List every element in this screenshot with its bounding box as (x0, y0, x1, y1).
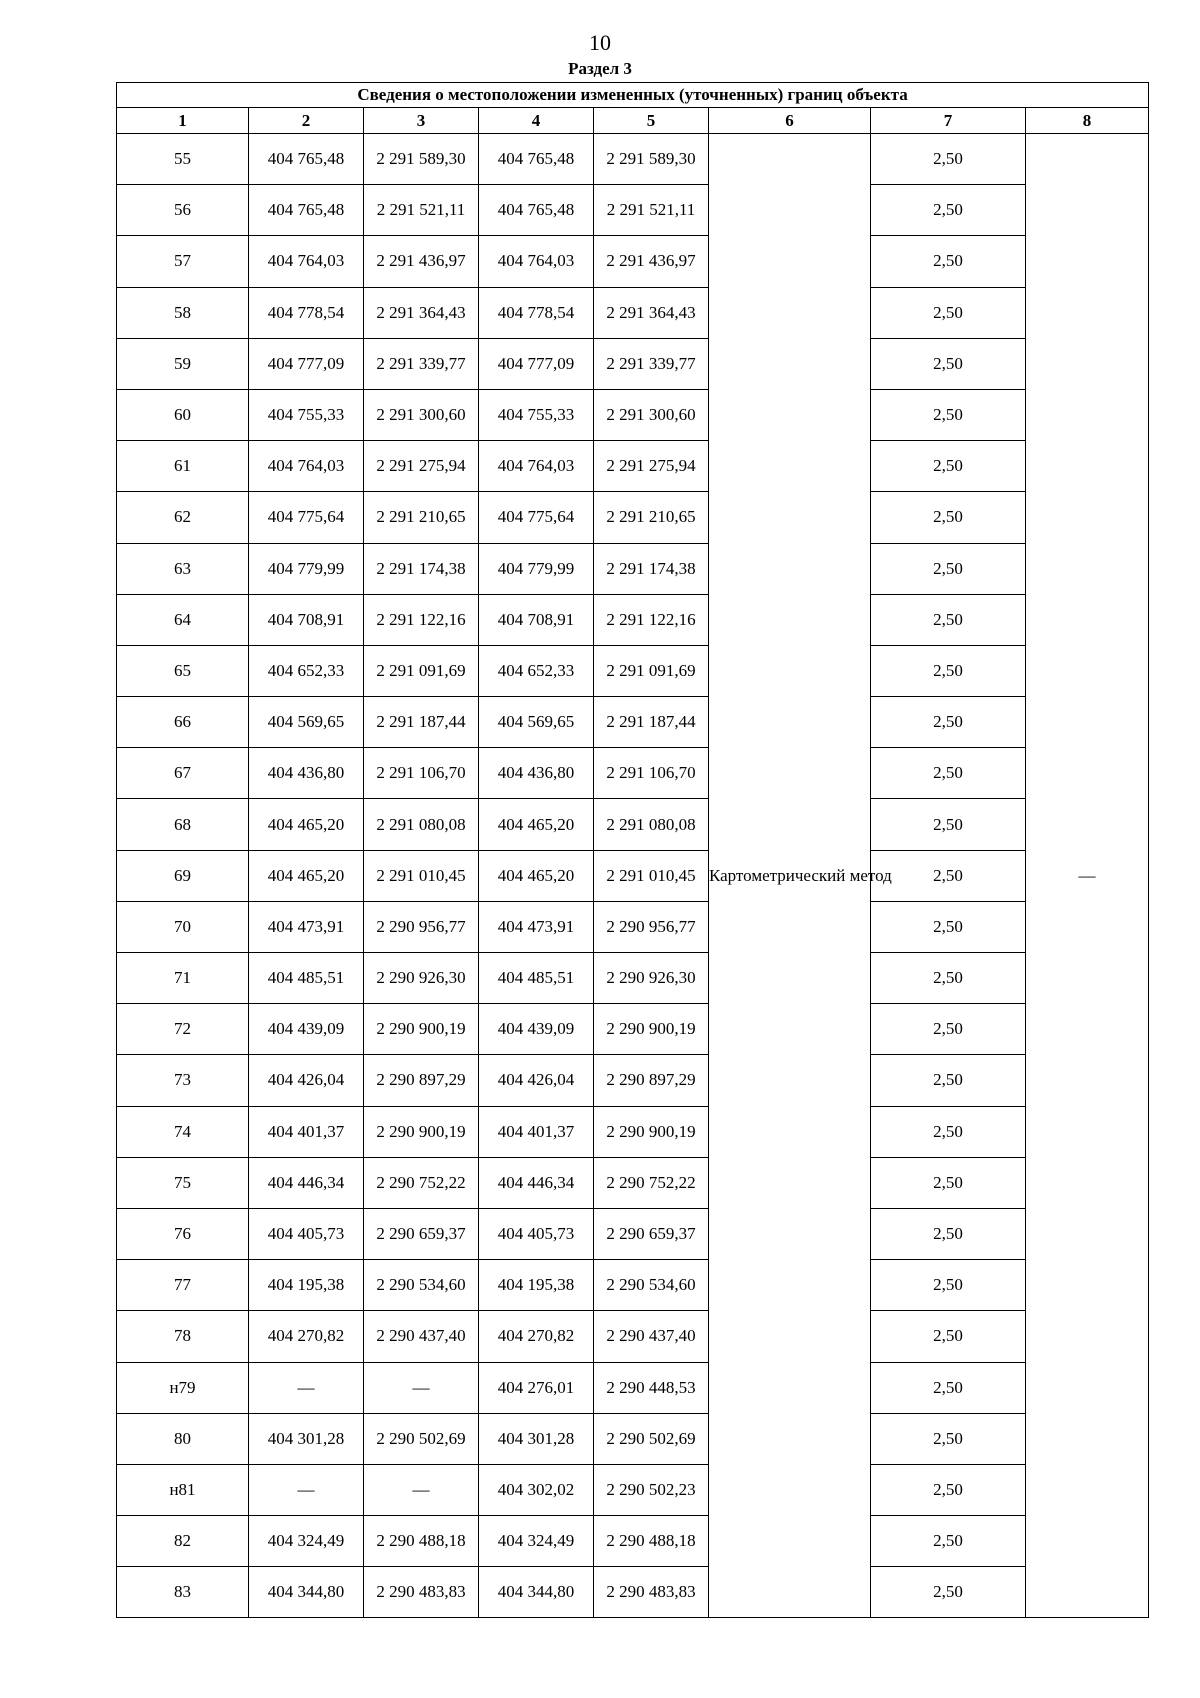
precision-cell: 2,50 (871, 1260, 1026, 1311)
precision-cell: 2,50 (871, 492, 1026, 543)
old-y-cell: 2 290 488,18 (364, 1516, 479, 1567)
point-number-cell: 65 (117, 645, 249, 696)
old-x-cell: 404 775,64 (249, 492, 364, 543)
old-y-cell: 2 291 436,97 (364, 236, 479, 287)
point-number-cell: 68 (117, 799, 249, 850)
table-row (117, 543, 1149, 594)
old-y-cell: 2 291 187,44 (364, 697, 479, 748)
old-y-cell: 2 291 010,45 (364, 850, 479, 901)
new-x-cell: 404 777,09 (479, 338, 594, 389)
column8-cell: — (1026, 134, 1149, 1618)
old-y-cell: 2 290 752,22 (364, 1157, 479, 1208)
precision-cell: 2,50 (871, 748, 1026, 799)
new-x-cell: 404 778,54 (479, 287, 594, 338)
new-y-cell: 2 291 436,97 (594, 236, 709, 287)
precision-cell: 2,50 (871, 389, 1026, 440)
old-x-cell: 404 436,80 (249, 748, 364, 799)
table-row (117, 953, 1149, 1004)
point-number-cell: 76 (117, 1208, 249, 1259)
point-number-cell: н81 (117, 1464, 249, 1515)
precision-cell: 2,50 (871, 1311, 1026, 1362)
new-x-cell: 404 775,64 (479, 492, 594, 543)
old-x-cell: — (249, 1464, 364, 1515)
table-body (117, 134, 1149, 1618)
new-x-cell: 404 485,51 (479, 953, 594, 1004)
method-cell: Картометрический метод (709, 134, 871, 1618)
section-title: Раздел 3 (568, 59, 632, 78)
table-row (117, 134, 1149, 185)
old-x-cell: 404 439,09 (249, 1004, 364, 1055)
old-y-cell: 2 290 956,77 (364, 901, 479, 952)
old-x-cell: 404 755,33 (249, 389, 364, 440)
point-number-cell: 64 (117, 594, 249, 645)
table-row (117, 850, 1149, 901)
new-y-cell: 2 290 488,18 (594, 1516, 709, 1567)
column-number: 8 (1026, 108, 1149, 134)
old-x-cell: 404 764,03 (249, 236, 364, 287)
point-number-cell: 62 (117, 492, 249, 543)
new-y-cell: 2 290 502,23 (594, 1464, 709, 1515)
precision-cell: 2,50 (871, 185, 1026, 236)
precision-cell: 2,50 (871, 901, 1026, 952)
new-y-cell: 2 291 106,70 (594, 748, 709, 799)
new-y-cell: 2 291 187,44 (594, 697, 709, 748)
point-number-cell: 55 (117, 134, 249, 185)
old-x-cell: 404 344,80 (249, 1567, 364, 1618)
new-x-cell: 404 301,28 (479, 1413, 594, 1464)
table-row (117, 645, 1149, 696)
new-x-cell: 404 344,80 (479, 1567, 594, 1618)
new-y-cell: 2 290 483,83 (594, 1567, 709, 1618)
new-x-cell: 404 324,49 (479, 1516, 594, 1567)
column-number: 3 (364, 108, 479, 134)
old-x-cell: 404 708,91 (249, 594, 364, 645)
new-x-cell: 404 436,80 (479, 748, 594, 799)
precision-cell: 2,50 (871, 134, 1026, 185)
old-y-cell: 2 291 300,60 (364, 389, 479, 440)
new-y-cell: 2 291 521,11 (594, 185, 709, 236)
table-row (117, 389, 1149, 440)
new-y-cell: 2 290 752,22 (594, 1157, 709, 1208)
old-x-cell: 404 779,99 (249, 543, 364, 594)
old-x-cell: 404 652,33 (249, 645, 364, 696)
precision-cell: 2,50 (871, 1208, 1026, 1259)
new-x-cell: 404 473,91 (479, 901, 594, 952)
point-number-cell: 83 (117, 1567, 249, 1618)
new-x-cell: 404 779,99 (479, 543, 594, 594)
point-number-cell: 58 (117, 287, 249, 338)
new-x-cell: 404 764,03 (479, 441, 594, 492)
old-y-cell: 2 290 534,60 (364, 1260, 479, 1311)
new-x-cell: 404 439,09 (479, 1004, 594, 1055)
precision-cell: 2,50 (871, 594, 1026, 645)
new-y-cell: 2 291 339,77 (594, 338, 709, 389)
table-row (117, 1567, 1149, 1618)
new-x-cell: 404 195,38 (479, 1260, 594, 1311)
new-x-cell: 404 765,48 (479, 185, 594, 236)
new-y-cell: 2 291 080,08 (594, 799, 709, 850)
point-number-cell: 77 (117, 1260, 249, 1311)
new-y-cell: 2 291 300,60 (594, 389, 709, 440)
new-y-cell: 2 290 897,29 (594, 1055, 709, 1106)
table-row (117, 901, 1149, 952)
precision-cell: 2,50 (871, 287, 1026, 338)
old-y-cell: 2 291 521,11 (364, 185, 479, 236)
new-y-cell: 2 290 926,30 (594, 953, 709, 1004)
precision-cell: 2,50 (871, 850, 1026, 901)
new-y-cell: 2 291 174,38 (594, 543, 709, 594)
table-row (117, 1106, 1149, 1157)
new-y-cell: 2 291 122,16 (594, 594, 709, 645)
new-y-cell: 2 290 502,69 (594, 1413, 709, 1464)
old-y-cell: 2 290 926,30 (364, 953, 479, 1004)
table-row (117, 1464, 1149, 1515)
new-y-cell: 2 290 900,19 (594, 1004, 709, 1055)
old-y-cell: 2 291 275,94 (364, 441, 479, 492)
precision-cell: 2,50 (871, 799, 1026, 850)
old-x-cell: 404 195,38 (249, 1260, 364, 1311)
old-y-cell: — (364, 1362, 479, 1413)
table-row (117, 594, 1149, 645)
new-y-cell: 2 291 210,65 (594, 492, 709, 543)
column-number: 7 (871, 108, 1026, 134)
point-number-cell: 80 (117, 1413, 249, 1464)
old-x-cell: 404 324,49 (249, 1516, 364, 1567)
point-number-cell: 72 (117, 1004, 249, 1055)
new-y-cell: 2 291 275,94 (594, 441, 709, 492)
old-y-cell: 2 291 589,30 (364, 134, 479, 185)
table-row (117, 1413, 1149, 1464)
point-number-cell: 67 (117, 748, 249, 799)
precision-cell: 2,50 (871, 543, 1026, 594)
old-x-cell: — (249, 1362, 364, 1413)
table-row (117, 1311, 1149, 1362)
new-x-cell: 404 652,33 (479, 645, 594, 696)
old-x-cell: 404 301,28 (249, 1413, 364, 1464)
point-number-cell: 63 (117, 543, 249, 594)
old-x-cell: 404 426,04 (249, 1055, 364, 1106)
column-number: 1 (117, 108, 249, 134)
boundary-coordinates-table (116, 82, 1149, 1618)
table-row (117, 236, 1149, 287)
table-row (117, 185, 1149, 236)
table-row (117, 1362, 1149, 1413)
point-number-cell: н79 (117, 1362, 249, 1413)
old-y-cell: 2 291 210,65 (364, 492, 479, 543)
new-x-cell: 404 465,20 (479, 799, 594, 850)
precision-cell: 2,50 (871, 697, 1026, 748)
point-number-cell: 57 (117, 236, 249, 287)
precision-cell: 2,50 (871, 236, 1026, 287)
new-x-cell: 404 569,65 (479, 697, 594, 748)
precision-cell: 2,50 (871, 1055, 1026, 1106)
new-x-cell: 404 465,20 (479, 850, 594, 901)
point-number-cell: 69 (117, 850, 249, 901)
point-number-cell: 59 (117, 338, 249, 389)
precision-cell: 2,50 (871, 1362, 1026, 1413)
table-row (117, 441, 1149, 492)
table-row (117, 799, 1149, 850)
new-y-cell: 2 291 091,69 (594, 645, 709, 696)
old-y-cell: 2 291 106,70 (364, 748, 479, 799)
precision-cell: 2,50 (871, 338, 1026, 389)
old-x-cell: 404 405,73 (249, 1208, 364, 1259)
column-number: 6 (709, 108, 871, 134)
old-y-cell: 2 290 659,37 (364, 1208, 479, 1259)
old-x-cell: 404 778,54 (249, 287, 364, 338)
new-x-cell: 404 764,03 (479, 236, 594, 287)
new-x-cell: 404 302,02 (479, 1464, 594, 1515)
new-y-cell: 2 290 659,37 (594, 1208, 709, 1259)
old-x-cell: 404 465,20 (249, 799, 364, 850)
new-x-cell: 404 755,33 (479, 389, 594, 440)
new-x-cell: 404 708,91 (479, 594, 594, 645)
new-x-cell: 404 765,48 (479, 134, 594, 185)
old-y-cell: 2 290 437,40 (364, 1311, 479, 1362)
precision-cell: 2,50 (871, 953, 1026, 1004)
point-number-cell: 61 (117, 441, 249, 492)
precision-cell: 2,50 (871, 1004, 1026, 1055)
table-row (117, 1208, 1149, 1259)
new-y-cell: 2 291 010,45 (594, 850, 709, 901)
point-number-cell: 73 (117, 1055, 249, 1106)
precision-cell: 2,50 (871, 1413, 1026, 1464)
old-y-cell: 2 290 900,19 (364, 1106, 479, 1157)
column-number: 4 (479, 108, 594, 134)
old-y-cell: 2 291 091,69 (364, 645, 479, 696)
precision-cell: 2,50 (871, 1106, 1026, 1157)
table-row (117, 697, 1149, 748)
old-y-cell: 2 290 502,69 (364, 1413, 479, 1464)
precision-cell: 2,50 (871, 1516, 1026, 1567)
old-x-cell: 404 270,82 (249, 1311, 364, 1362)
old-x-cell: 404 777,09 (249, 338, 364, 389)
point-number-cell: 82 (117, 1516, 249, 1567)
new-y-cell: 2 290 956,77 (594, 901, 709, 952)
new-y-cell: 2 290 900,19 (594, 1106, 709, 1157)
old-x-cell: 404 401,37 (249, 1106, 364, 1157)
old-x-cell: 404 446,34 (249, 1157, 364, 1208)
precision-cell: 2,50 (871, 1567, 1026, 1618)
new-y-cell: 2 290 448,53 (594, 1362, 709, 1413)
old-x-cell: 404 765,48 (249, 134, 364, 185)
column-number-row (117, 108, 1149, 134)
table-row (117, 1516, 1149, 1567)
precision-cell: 2,50 (871, 645, 1026, 696)
old-y-cell: 2 291 364,43 (364, 287, 479, 338)
old-x-cell: 404 765,48 (249, 185, 364, 236)
new-x-cell: 404 270,82 (479, 1311, 594, 1362)
table-row (117, 1260, 1149, 1311)
point-number-cell: 78 (117, 1311, 249, 1362)
table-row (117, 338, 1149, 389)
old-x-cell: 404 473,91 (249, 901, 364, 952)
old-y-cell: 2 291 174,38 (364, 543, 479, 594)
point-number-cell: 60 (117, 389, 249, 440)
column-number: 2 (249, 108, 364, 134)
precision-cell: 2,50 (871, 441, 1026, 492)
table-row (117, 287, 1149, 338)
new-x-cell: 404 446,34 (479, 1157, 594, 1208)
table-row (117, 1157, 1149, 1208)
precision-cell: 2,50 (871, 1157, 1026, 1208)
table-row (117, 492, 1149, 543)
point-number-cell: 66 (117, 697, 249, 748)
old-y-cell: 2 291 339,77 (364, 338, 479, 389)
new-y-cell: 2 290 534,60 (594, 1260, 709, 1311)
new-x-cell: 404 401,37 (479, 1106, 594, 1157)
old-x-cell: 404 764,03 (249, 441, 364, 492)
point-number-cell: 70 (117, 901, 249, 952)
table-row (117, 1004, 1149, 1055)
old-x-cell: 404 485,51 (249, 953, 364, 1004)
new-y-cell: 2 290 437,40 (594, 1311, 709, 1362)
old-x-cell: 404 569,65 (249, 697, 364, 748)
page-number: 10 (589, 30, 611, 55)
point-number-cell: 74 (117, 1106, 249, 1157)
point-number-cell: 71 (117, 953, 249, 1004)
new-x-cell: 404 405,73 (479, 1208, 594, 1259)
old-y-cell: 2 291 080,08 (364, 799, 479, 850)
point-number-cell: 56 (117, 185, 249, 236)
new-x-cell: 404 426,04 (479, 1055, 594, 1106)
table-title: Сведения о местоположении измененных (уточненных) границ объекта (117, 83, 1149, 108)
table-row (117, 748, 1149, 799)
old-y-cell: 2 290 900,19 (364, 1004, 479, 1055)
column-number: 5 (594, 108, 709, 134)
table-row (117, 1055, 1149, 1106)
point-number-cell: 75 (117, 1157, 249, 1208)
old-y-cell: 2 290 897,29 (364, 1055, 479, 1106)
old-x-cell: 404 465,20 (249, 850, 364, 901)
new-y-cell: 2 291 364,43 (594, 287, 709, 338)
old-y-cell: 2 290 483,83 (364, 1567, 479, 1618)
old-y-cell: — (364, 1464, 479, 1515)
new-y-cell: 2 291 589,30 (594, 134, 709, 185)
old-y-cell: 2 291 122,16 (364, 594, 479, 645)
new-x-cell: 404 276,01 (479, 1362, 594, 1413)
precision-cell: 2,50 (871, 1464, 1026, 1515)
